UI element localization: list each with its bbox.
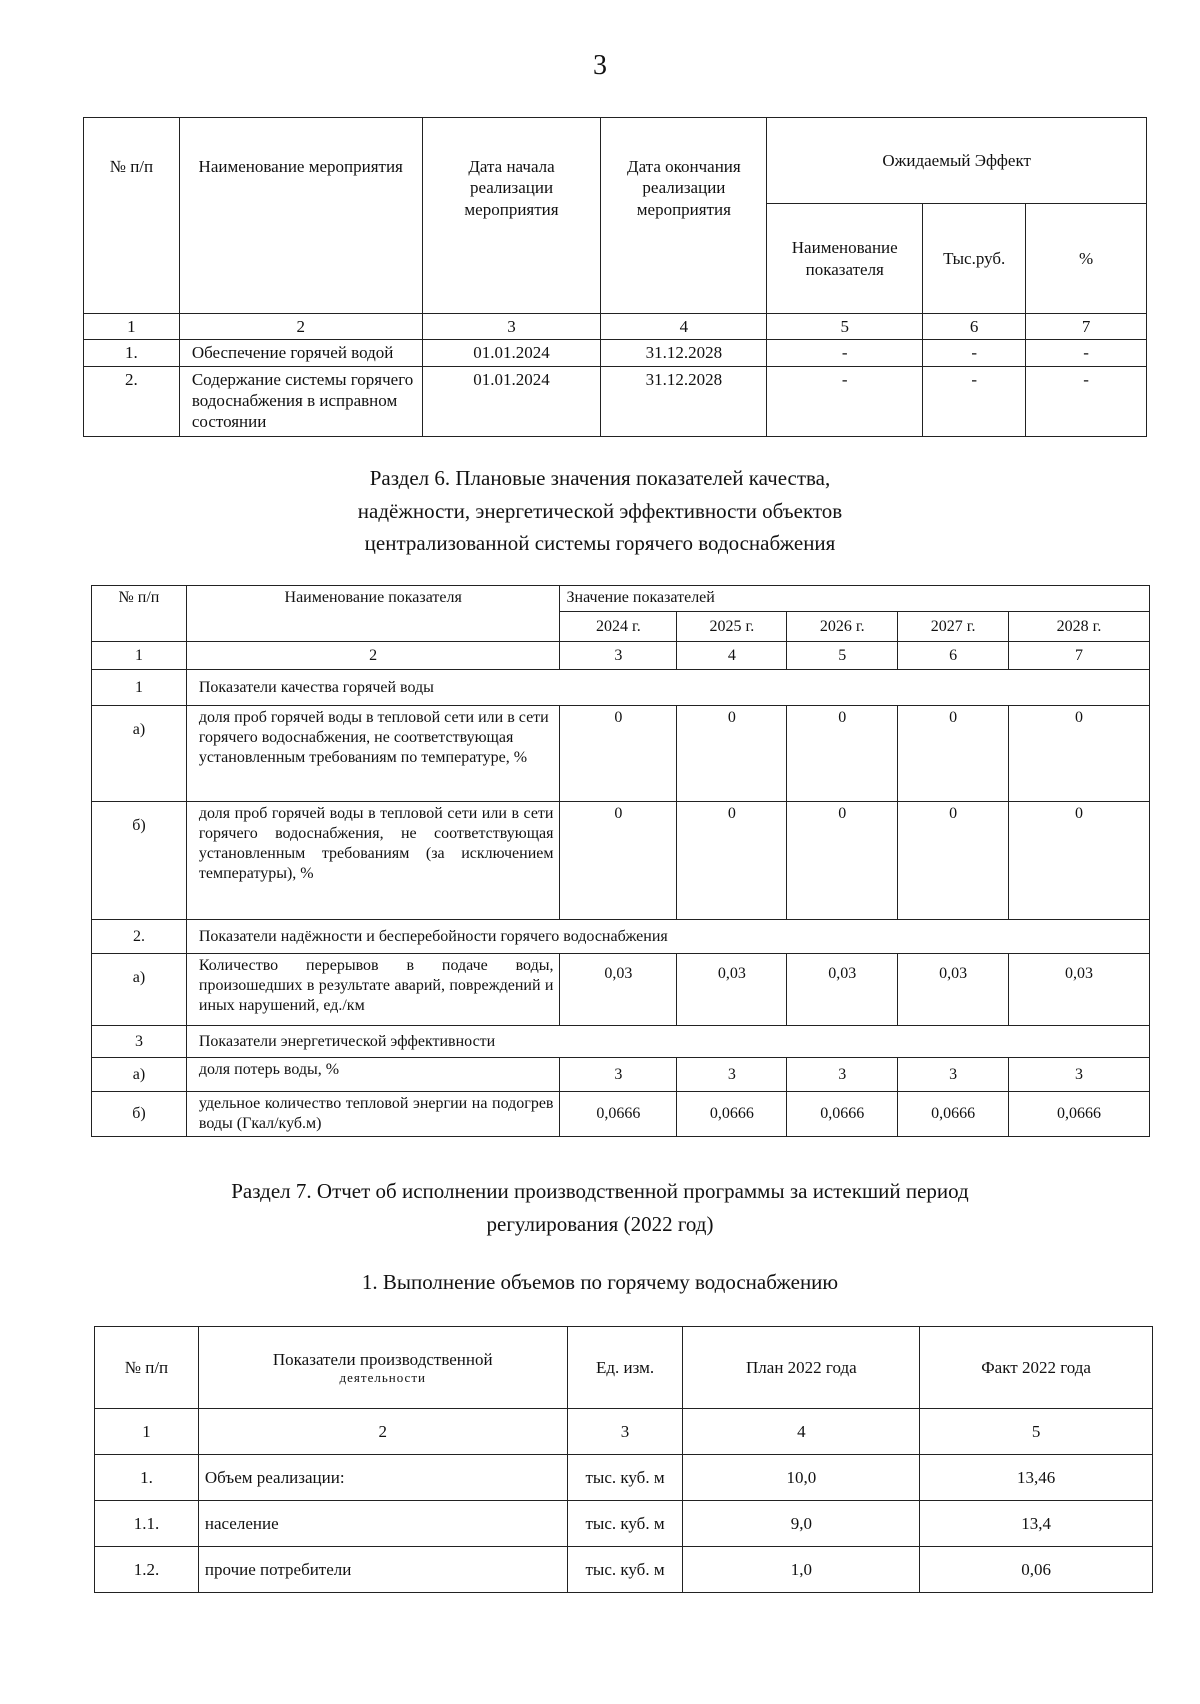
col-number: 1	[95, 1409, 199, 1455]
section-7-subtitle: 1. Выполнение объемов по горячему водоснабжению	[361, 1270, 839, 1294]
group-row	[92, 920, 1150, 954]
group-title: Показатели качества горячей воды	[186, 670, 1149, 706]
row-fact: 13,46	[920, 1455, 1153, 1501]
page-number: 3	[593, 50, 607, 81]
group-num: 1	[92, 670, 187, 706]
row-value: 0,0666	[560, 1092, 677, 1137]
row-c7: -	[1026, 366, 1147, 436]
group-title: Показатели надёжности и бесперебойности горячего водоснабжения	[186, 920, 1149, 954]
row-c7: -	[1026, 340, 1147, 366]
row-value: 3	[898, 1058, 1009, 1092]
row-value: 0,03	[677, 954, 787, 1026]
row-num: 1.	[84, 340, 180, 366]
group-num: 2.	[92, 920, 187, 954]
row-value: 0	[1009, 802, 1150, 920]
col-number: 3	[567, 1409, 683, 1455]
row-name: Объем реализации:	[198, 1455, 567, 1501]
table-row	[84, 340, 1147, 366]
row-value: 0	[560, 706, 677, 802]
table-row	[84, 366, 1147, 436]
table-row	[95, 1455, 1153, 1501]
row-plan: 9,0	[683, 1501, 920, 1547]
section-7-title: Раздел 7. Отчет об исполнении производственной программы за истекший период регулирования (2022 год)	[231, 1179, 969, 1236]
row-value: 0,0666	[898, 1092, 1009, 1137]
table-row	[95, 1501, 1153, 1547]
header-num: № п/п	[95, 1327, 199, 1409]
group-row	[92, 670, 1150, 706]
row-plan: 10,0	[683, 1455, 920, 1501]
header-percent: %	[1026, 204, 1147, 314]
group-row	[92, 1026, 1150, 1058]
row-unit: тыс. куб. м	[567, 1455, 683, 1501]
col-number: 5	[787, 642, 898, 670]
row-start: 01.01.2024	[422, 340, 601, 366]
col-number: 2	[179, 314, 422, 340]
row-value: 0	[1009, 706, 1150, 802]
row-unit: тыс. куб. м	[567, 1547, 683, 1593]
header-year: 2025 г.	[677, 612, 787, 642]
row-c5: -	[767, 366, 923, 436]
row-value: 0	[560, 802, 677, 920]
row-value: 0	[677, 706, 787, 802]
col-number: 1	[84, 314, 180, 340]
row-name: Количество перерывов в подаче воды, произошедших в результате аварий, повреждений и иных нарушений, ед./км	[186, 954, 560, 1026]
row-num: а)	[92, 706, 187, 802]
row-num: 1.1.	[95, 1501, 199, 1547]
row-value: 0	[898, 802, 1009, 920]
table-row	[92, 706, 1150, 802]
header-year: 2027 г.	[898, 612, 1009, 642]
header-indicator-line2: деятельности	[339, 1370, 426, 1385]
row-unit: тыс. куб. м	[567, 1501, 683, 1547]
group-num: 3	[92, 1026, 187, 1058]
col-number: 4	[677, 642, 787, 670]
col-number: 5	[767, 314, 923, 340]
row-name: доля проб горячей воды в тепловой сети или в сети горячего водоснабжения, не соответствующая установленным требованиям (за исключением температуры), %	[186, 802, 560, 920]
row-name: доля проб горячей воды в тепловой сети или в сети горячего водоснабжения, не соответствующая установленным требованиям по температуре, %	[186, 706, 560, 802]
row-c6: -	[923, 340, 1026, 366]
col-number: 3	[422, 314, 601, 340]
row-end: 31.12.2028	[601, 340, 767, 366]
col-number: 4	[683, 1409, 920, 1455]
row-name: прочие потребители	[198, 1547, 567, 1593]
col-number: 2	[186, 642, 560, 670]
row-value: 3	[677, 1058, 787, 1092]
table-row	[92, 954, 1150, 1026]
col-number: 6	[923, 314, 1026, 340]
row-value: 0,03	[787, 954, 898, 1026]
table-row	[95, 1547, 1153, 1593]
row-value: 3	[1009, 1058, 1150, 1092]
row-value: 0	[677, 802, 787, 920]
table-row	[92, 1092, 1150, 1137]
row-num: б)	[92, 1092, 187, 1137]
col-number: 7	[1009, 642, 1150, 670]
row-num: 1.2.	[95, 1547, 199, 1593]
header-end-date: Дата окончания реализации мероприятия	[601, 118, 767, 314]
row-value: 0,0666	[1009, 1092, 1150, 1137]
header-unit: Ед. изм.	[567, 1327, 683, 1409]
row-value: 0	[898, 706, 1009, 802]
indicators-table	[91, 585, 1150, 1137]
row-num: 1.	[95, 1455, 199, 1501]
col-number: 5	[920, 1409, 1153, 1455]
row-name: население	[198, 1501, 567, 1547]
row-name: Содержание системы горячего водоснабжения в исправном состоянии	[179, 366, 422, 436]
header-values: Значение показателей	[560, 586, 1150, 612]
volumes-table	[94, 1326, 1153, 1593]
row-value: 3	[787, 1058, 898, 1092]
header-num: № п/п	[92, 586, 187, 642]
header-fact: Факт 2022 года	[920, 1327, 1153, 1409]
header-thousand-rub: Тыс.руб.	[923, 204, 1026, 314]
row-fact: 0,06	[920, 1547, 1153, 1593]
group-title: Показатели энергетической эффективности	[186, 1026, 1149, 1058]
row-c5: -	[767, 340, 923, 366]
col-number: 2	[198, 1409, 567, 1455]
row-plan: 1,0	[683, 1547, 920, 1593]
header-indicator-line1: Показатели производственной	[272, 1349, 493, 1369]
section-6-title: Раздел 6. Плановые значения показателей качества, надёжности, энергетической эффективности объектов централизованной системы горячего водоснабжения	[357, 466, 843, 556]
row-name: удельное количество тепловой энергии на подогрев воды (Гкал/куб.м)	[186, 1092, 560, 1137]
row-value: 0,03	[1009, 954, 1150, 1026]
row-value: 0,03	[560, 954, 677, 1026]
col-number: 6	[898, 642, 1009, 670]
table-row	[92, 802, 1150, 920]
row-value: 0,03	[898, 954, 1009, 1026]
row-value: 0,0666	[677, 1092, 787, 1137]
header-indicator-name: Наименование показателя	[186, 586, 560, 642]
header-expected-effect: Ожидаемый Эффект	[767, 118, 1147, 204]
row-name: Обеспечение горячей водой	[179, 340, 422, 366]
header-year: 2026 г.	[787, 612, 898, 642]
col-number: 3	[560, 642, 677, 670]
header-name: Наименование мероприятия	[179, 118, 422, 314]
row-value: 0	[787, 706, 898, 802]
row-fact: 13,4	[920, 1501, 1153, 1547]
header-num: № п/п	[84, 118, 180, 314]
row-value: 0	[787, 802, 898, 920]
table-row	[92, 1058, 1150, 1092]
measures-table	[83, 117, 1147, 437]
row-end: 31.12.2028	[601, 366, 767, 436]
row-value: 0,0666	[787, 1092, 898, 1137]
row-num: а)	[92, 954, 187, 1026]
col-number: 1	[92, 642, 187, 670]
header-indicator-name: Наименование показателя	[767, 204, 923, 314]
header-plan: План 2022 года	[683, 1327, 920, 1409]
row-value: 3	[560, 1058, 677, 1092]
col-number: 7	[1026, 314, 1147, 340]
row-c6: -	[923, 366, 1026, 436]
header-year: 2024 г.	[560, 612, 677, 642]
row-name: доля потерь воды, %	[186, 1058, 560, 1092]
row-num: 2.	[84, 366, 180, 436]
header-start-date: Дата начала реализации мероприятия	[422, 118, 601, 314]
row-num: б)	[92, 802, 187, 920]
header-year: 2028 г.	[1009, 612, 1150, 642]
col-number: 4	[601, 314, 767, 340]
row-start: 01.01.2024	[422, 366, 601, 436]
row-num: а)	[92, 1058, 187, 1092]
header-indicator	[198, 1327, 567, 1409]
